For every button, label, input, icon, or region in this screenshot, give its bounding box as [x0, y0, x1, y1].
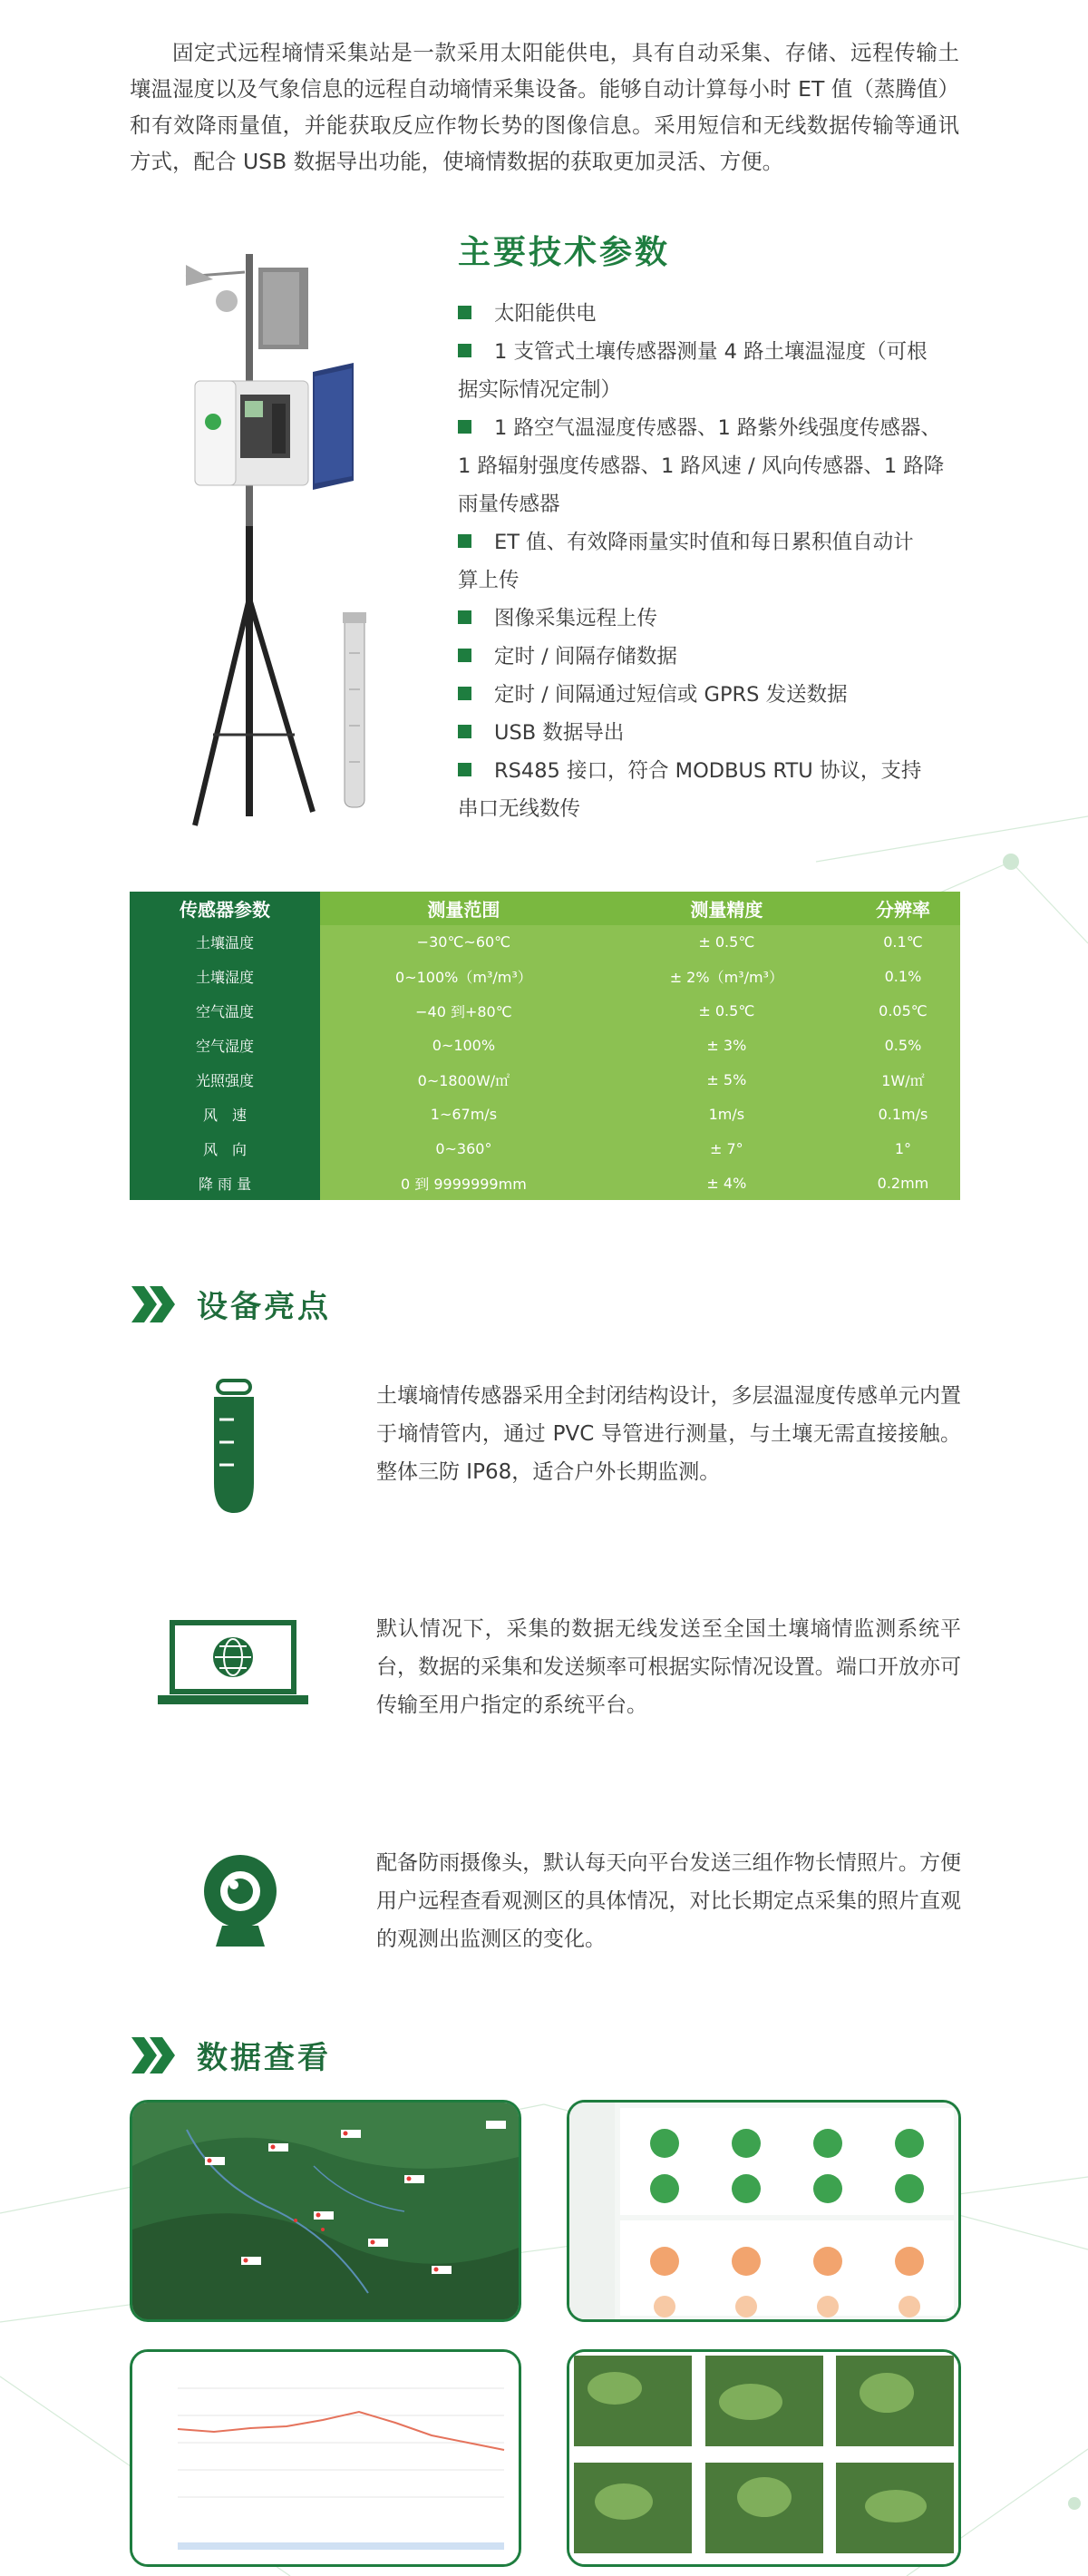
- highlights-title: 设备亮点: [197, 1289, 331, 1325]
- table-cell: ± 4%: [607, 1166, 846, 1200]
- map-image: [132, 2103, 519, 2319]
- table-cell: 1°: [846, 1131, 960, 1166]
- column-header: 测量精度: [607, 892, 846, 925]
- table-cell: 土壤湿度: [130, 960, 320, 994]
- table-cell: ± 2%（m³/m³）: [607, 960, 846, 994]
- table-row: [130, 1131, 960, 1166]
- table-row: [130, 1097, 960, 1131]
- spec-item: USB 数据导出: [458, 714, 961, 752]
- spec-item: ET 值、有效降雨量实时值和每日累积值自动计: [458, 523, 961, 561]
- bullet-square-icon: [458, 649, 471, 662]
- table-cell: 1~67m/s: [320, 1097, 607, 1131]
- bullet-square-icon: [458, 725, 471, 738]
- table-cell: 空气温度: [130, 994, 320, 1029]
- table-cell: 1m/s: [607, 1097, 846, 1131]
- table-cell: 0 到 9999999mm: [320, 1166, 607, 1200]
- column-header: 测量范围: [320, 892, 607, 925]
- highlight-text: 配备防雨摄像头，默认每天向平台发送三组作物长情照片。方便用户远程查看观测区的具体情况，对比长期定点采集的照片直观的观测出监测区的变化。: [376, 1851, 961, 1951]
- highlight-text: 默认情况下，采集的数据无线发送至全国土壤墒情监测系统平台，数据的采集和发送频率可根据实际情况设置。端口开放亦可传输至用户指定的系统平台。: [376, 1617, 961, 1717]
- tech-params-title: 主要技术参数: [458, 234, 671, 271]
- tech-params-list: [458, 295, 961, 828]
- table-cell: 0.2mm: [846, 1166, 960, 1200]
- laptop-globe-icon: [156, 1619, 310, 1710]
- spec-item: 1 路空气温湿度传感器、1 路紫外线强度传感器、: [458, 409, 961, 447]
- table-row: [130, 1029, 960, 1063]
- photo-gallery-screenshot: [567, 2349, 961, 2567]
- bullet-square-icon: [458, 420, 471, 434]
- column-header: 分辨率: [846, 892, 960, 925]
- table-cell: 0.5%: [846, 1029, 960, 1063]
- spec-item-continued: 算上传: [458, 569, 520, 592]
- table-cell: 0~1800W/㎡: [320, 1062, 607, 1097]
- table-cell: 风 速: [130, 1097, 320, 1131]
- table-cell: 空气湿度: [130, 1029, 320, 1063]
- intro-paragraph: [130, 34, 959, 180]
- table-row: [130, 994, 960, 1029]
- spec-item: 图像采集远程上传: [458, 600, 961, 638]
- spec-item: 太阳能供电: [458, 295, 961, 333]
- bullet-square-icon: [458, 687, 471, 700]
- table-cell: ± 5%: [607, 1062, 846, 1097]
- spec-item: 定时 / 间隔存储数据: [458, 638, 961, 676]
- dashboard-image: [569, 2103, 958, 2319]
- table-cell: 降 雨 量: [130, 1166, 320, 1200]
- bullet-square-icon: [458, 306, 471, 319]
- bullet-square-icon: [458, 534, 471, 548]
- spec-item: RS485 接口，符合 MODBUS RTU 协议，支持: [458, 752, 961, 790]
- table-cell: ± 3%: [607, 1029, 846, 1063]
- soil-sensor-icon: [207, 1379, 261, 1515]
- data-view-section-header: [130, 2033, 331, 2077]
- table-cell: ± 0.5℃: [607, 994, 846, 1029]
- chart-screenshot: [130, 2349, 521, 2567]
- photo-grid-image: [569, 2352, 958, 2564]
- highlights-section-header: [130, 1282, 331, 1326]
- table-cell: 0.1%: [846, 960, 960, 994]
- table-row: [130, 925, 960, 960]
- spec-item: 定时 / 间隔通过短信或 GPRS 发送数据: [458, 676, 961, 714]
- table-cell: 0~100%: [320, 1029, 607, 1063]
- table-cell: −40 到+80℃: [320, 994, 607, 1029]
- monitoring-station-image: [177, 254, 413, 834]
- table-cell: 0~360°: [320, 1131, 607, 1166]
- table-row: [130, 1166, 960, 1200]
- table-cell: 1W/㎡: [846, 1062, 960, 1097]
- table-cell: 光照强度: [130, 1062, 320, 1097]
- bullet-square-icon: [458, 610, 471, 624]
- table-cell: 土壤温度: [130, 925, 320, 960]
- table-cell: 0.1℃: [846, 925, 960, 960]
- bullet-square-icon: [458, 344, 471, 357]
- table-row: [130, 960, 960, 994]
- data-view-title: 数据查看: [197, 2040, 331, 2076]
- table-cell: ± 0.5℃: [607, 925, 846, 960]
- table-cell: −30℃~60℃: [320, 925, 607, 960]
- double-chevron-icon: [130, 1284, 177, 1324]
- column-header: 传感器参数: [130, 892, 320, 925]
- spec-item: 1 支管式土壤传感器测量 4 路土壤温湿度（可根: [458, 333, 961, 371]
- table-header-row: [130, 892, 960, 925]
- intro-text: 固定式远程墒情采集站是一款采用太阳能供电，具有自动采集、存储、远程传输土壤温湿度以及气象信息的远程自动墒情采集设备。能够自动计算每小时 ET 值（蒸腾值）和有效降雨量值，并能获取反应作物长势的图像信息。采用短信和无线数据传输等通讯方式，配合 USB 数据导出功能，使墒情数据的获取更加灵活、方便。: [130, 40, 959, 174]
- table-cell: 0.05℃: [846, 994, 960, 1029]
- table-cell: 0~100%（m³/m³）: [320, 960, 607, 994]
- dashboard-screenshot: [567, 2100, 961, 2322]
- double-chevron-icon: [130, 2035, 177, 2075]
- table-cell: ± 7°: [607, 1131, 846, 1166]
- sensor-params-table: [130, 892, 960, 1200]
- table-row: [130, 1062, 960, 1097]
- camera-icon: [199, 1850, 281, 1950]
- table-cell: 0.1m/s: [846, 1097, 960, 1131]
- spec-item-continued: 串口无线数传: [458, 797, 581, 821]
- line-chart-image: [132, 2352, 519, 2564]
- map-screenshot: [130, 2100, 521, 2322]
- spec-item-continued: 据实际情况定制）: [458, 378, 622, 402]
- highlight-text: 土壤墒情传感器采用全封闭结构设计，多层温湿度传感单元内置于墒情管内，通过 PVC 导管进行测量，与土壤无需直接接触。整体三防 IP68，适合户外长期监测。: [376, 1384, 961, 1484]
- bullet-square-icon: [458, 763, 471, 776]
- table-cell: 风 向: [130, 1131, 320, 1166]
- spec-item-continued: 1 路辐射强度传感器、1 路风速 / 风向传感器、1 路降雨量传感器: [458, 454, 945, 516]
